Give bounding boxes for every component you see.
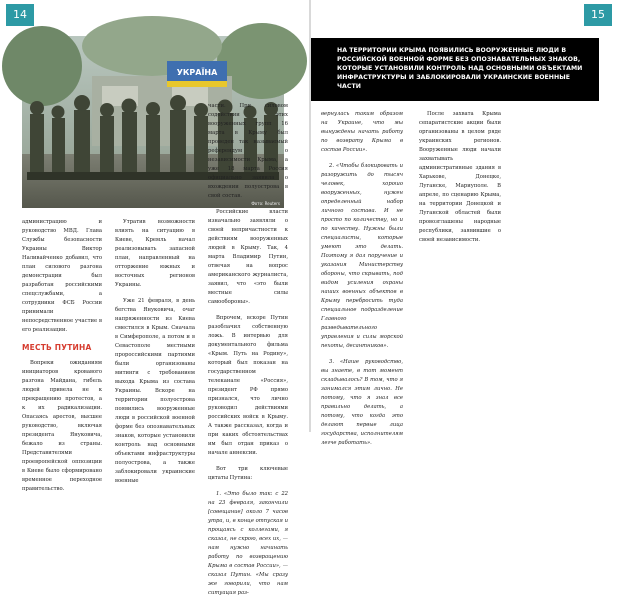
- page-number-left: 14: [6, 4, 34, 26]
- text-column-1: [22, 218, 102, 501]
- paragraph: Вопреки ожиданиям инициаторов кровавого разгона Майдана, гибель людей привела не к прекращению протестов, а к их радикализации. Опасаясь арестов, высшее руководство, включая президента Януковича, бежало из страны. Представителями проевропейской оппозиции в Киеве было сформировано временное переходное правительство.: [22, 360, 102, 492]
- paragraph: Российские власти изначально заявляли о своей непричастности к действиям вооруженных людей в Крыму. Так, 4 марта Владимир Путин, отвечая на вопрос американского журналиста, заявил, что «это были местные силы самообороны».: [208, 209, 288, 305]
- paragraph: части. При силовом содействии этих вооруженных групп 16 марта в Крыму был проведен так называемый референдум о независимости Крыма, а уже 18 марта Россия официально заявила о вхождении полуострова в свой состав.: [208, 103, 288, 199]
- sign-text: УКРАЇНА: [176, 68, 218, 77]
- text-column-2: [115, 218, 195, 493]
- paragraph: администрацию и руководство МВД. Глава Службы безопасности Украины Виктор Наливайченко добавил, что план силового разгона демонстрации был разработан российскими спецслужбами, а сотрудники ФСБ России принимали непосредственное участие в его реализации.: [22, 219, 102, 333]
- paragraph: Вот три ключевые цитаты Путина:: [208, 466, 288, 481]
- quote-paragraph: 2. «Чтобы блокировать и разоружить до тысяч человек, хорошо вооруженных, нужен определенный набор личного состава. И не просто по количеству, но и по качеству. Нужны были специалисты, которые умеют это делать. Поэтому я дал поручение и указания Министерству обороны, что скрывать, под видом усиления охраны наших военных объектов в Крыму перебросить туда специальное подразделение Главного разведывательного управления и силы морской пехоты, десантников».: [321, 163, 403, 349]
- text-column-4: [321, 110, 403, 455]
- quote-paragraph: 1. «Это было так: с 22 на 23 февраля, закончили [совещание] около 7 часов утра, и, в конце отпуская и прощаясь с коллегами, я сказал, не скрою, всех их, — нам нужно начинать работу по возвращению Крыма в состав России», — сказал Путин. «Мы сразу же говорили, что нам ситуация раз-: [208, 491, 288, 596]
- text-column-3: [208, 102, 288, 605]
- paragraph: Впрочем, вскоре Путин разоблачил собственную ложь. В интервью для документального фильма «Крым. Путь на Родину», который был показан на государственном телеканале «Россия», президент РФ прямо признался, что лично руководил действиями российских войск в Крыму. А также рассказал, когда и при каких обстоятельствах им был отдан приказ о начале аннексии.: [208, 315, 288, 456]
- banner-headline: НА ТЕРРИТОРИИ КРЫМА ПОЯВИЛИСЬ ВООРУЖЕННЫЕ ЛЮДИ В РОССИЙСКОЙ ВОЕННОЙ ФОРМЕ БЕЗ ОПОЗНАВАТЕЛЬНЫХ ЗНАКОВ, КОТОРЫЕ УСТАНОВИЛИ КОНТРОЛЬ НАД ОСНОВНЫМИ ОБЪЕКТАМИ ИНФРАСТРУКТУРЫ И ЗАБЛОКИРОВАЛИ УКРАИНСКИЕ ВОЕННЫЕ ЧАСТИ: [311, 38, 599, 101]
- photo-credit: Фото: Reuters: [251, 201, 280, 206]
- text-column-5: [419, 110, 501, 252]
- section-subheading: МЕСТЬ ПУТИНА: [22, 343, 92, 352]
- page-number-right: 15: [584, 4, 612, 26]
- quote-paragraph: 3. «Наше руководство, вы знаете, в тот момент складывалось? В том, что я занимался этим лично. Не потому, что я знал все правильно делать, а потому, что когда это делают первые лица государства, исполнителям легче работать».: [321, 359, 403, 446]
- paragraph: Утратив возможности влиять на ситуацию в Киеве, Кремль начал реализовывать запасной план, направленный на отторжение южных и восточных регионов Украины.: [115, 219, 195, 288]
- paragraph: После захвата Крыма сепаратистские акции были организованы в целом ряде украинских регионов. Вооруженные люди начали захватывать административные здания в Харькове, Донецке, Луганске, Мариуполе. В апреле, по сценарию Крыма, на территории Донецкой и Луганской областей были провозглашены народные республики, заявившие о своей независимости.: [419, 111, 501, 243]
- quote-paragraph: вернулась таким образом на Украине, что мы вынуждены начать работу по возврату Крыма в состав России».: [321, 111, 403, 153]
- paragraph: Уже 21 февраля, в день бегства Януковича, очаг напряженности из Киева сместился в Крым. Сначала в Симферополе, а потом и в Севастополе местными пророссийскими партиями были организованы митинги с требованием выхода Крыма из состава Украины. Вскоре на территории полуострова появились вооруженные люди в российской военной форме без опознавательных знаков, которые установили контроль над основными объектами инфраструктуры полуострова, а также заблокировали украинские военные: [115, 298, 195, 484]
